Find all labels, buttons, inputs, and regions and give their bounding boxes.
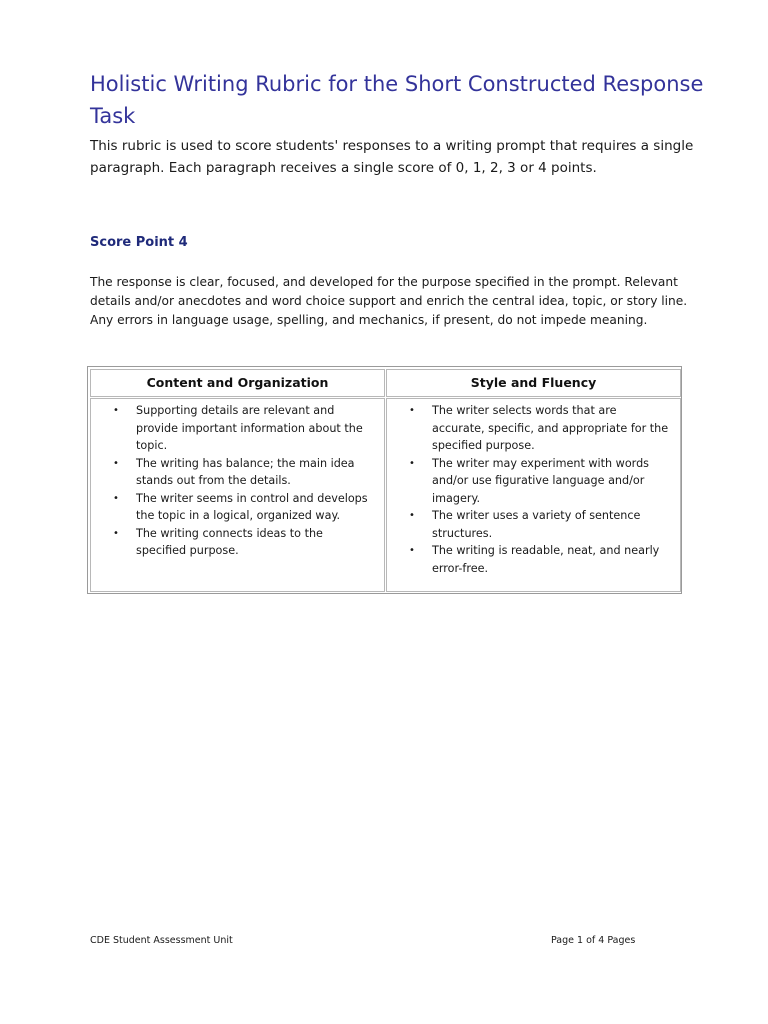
list-item-text: The writing has balance; the main idea stands out from the details. — [136, 456, 355, 487]
list-item — [91, 490, 376, 525]
bullet-icon: • — [409, 457, 415, 469]
list-item — [387, 402, 672, 455]
column-header-content-organization: Content and Organization — [90, 369, 385, 397]
document-title: Holistic Writing Rubric for the Short Constructed Response Task — [90, 72, 704, 128]
bullet-icon: • — [409, 405, 415, 416]
bullet-icon: • — [113, 457, 119, 469]
criteria-list — [387, 402, 672, 577]
list-item — [387, 507, 672, 542]
column-header-style-fluency: Style and Fluency — [386, 369, 681, 397]
list-item — [91, 455, 376, 490]
list-item — [91, 402, 376, 455]
footer-page-number: Page 1 of 4 Pages — [551, 935, 636, 946]
column-body-style-fluency — [386, 398, 681, 592]
bullet-icon: • — [113, 527, 119, 539]
bullet-icon: • — [113, 405, 119, 416]
criteria-list — [91, 402, 376, 560]
footer-organization: CDE Student Assessment Unit — [90, 935, 233, 946]
list-item — [387, 542, 672, 577]
bullet-icon: • — [113, 492, 119, 504]
bullet-icon: • — [409, 510, 415, 521]
score-point-heading: Score Point 4 — [90, 235, 188, 250]
intro-paragraph: This rubric is used to score students' responses to a writing prompt that requires a single paragraph. Each paragraph receives a single score of 0, 1, 2, 3 or 4 points. — [90, 138, 694, 176]
list-item-text: The writing is readable, neat, and nearly error-free. — [432, 544, 660, 575]
list-item-text: Supporting details are relevant and provide important information about the topic. — [136, 404, 363, 452]
bullet-icon: • — [409, 545, 415, 556]
rubric-table — [87, 366, 682, 594]
list-item-text: The writer selects words that are accurate, specific, and appropriate for the specified purpose. — [432, 404, 669, 452]
list-item — [91, 525, 376, 560]
list-item-text: The writing connects ideas to the specified purpose. — [136, 526, 323, 557]
list-item — [387, 455, 672, 508]
column-body-content-organization — [90, 398, 385, 592]
list-item-text: The writer may experiment with words and/or use figurative language and/or imagery. — [432, 456, 650, 505]
score-point-description: The response is clear, focused, and developed for the purpose specified in the prompt. Relevant details and/or anecdotes and word choice support and enrich the central idea, topic, or story line. Any errors in language usage, spelling, and mechanics, if present, do not impede meaning. — [90, 275, 688, 327]
list-item-text: The writer uses a variety of sentence structures. — [432, 509, 641, 540]
list-item-text: The writer seems in control and develops the topic in a logical, organized way. — [136, 491, 368, 522]
